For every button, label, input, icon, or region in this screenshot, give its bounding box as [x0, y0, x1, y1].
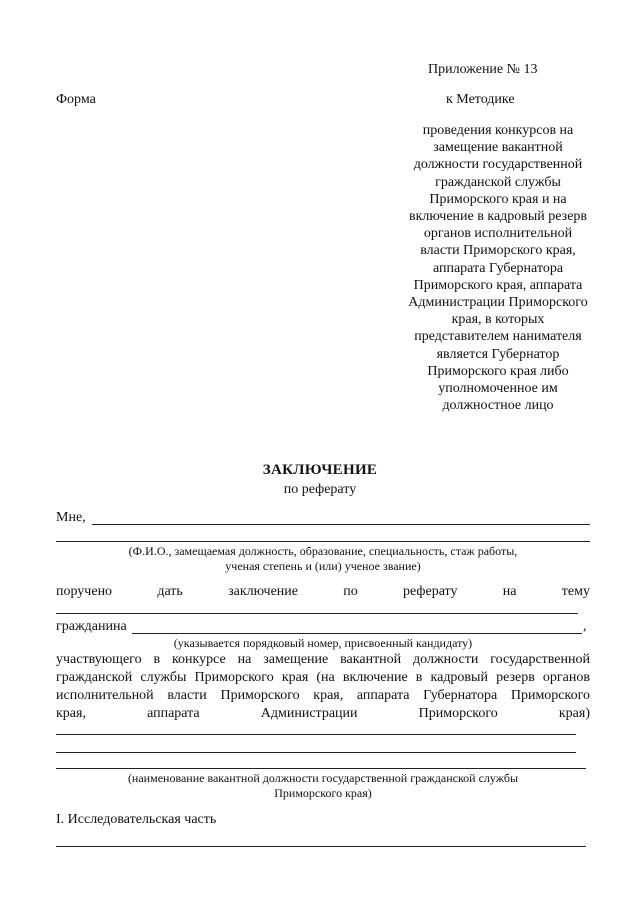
topic-input-line[interactable] [56, 613, 578, 614]
position-input-line[interactable] [56, 734, 576, 735]
method-line: представителем нанимателя [414, 329, 582, 345]
appendix-number: Приложение № 13 [428, 62, 538, 77]
method-line: должностное лицо [442, 398, 554, 414]
participant-last-line [56, 706, 590, 722]
citizen-label: гражданина [56, 619, 127, 634]
participant-word: Администрации [260, 706, 358, 721]
assigned-line [56, 584, 590, 600]
method-line: органов исполнительной [423, 226, 573, 242]
method-line: проведения конкурсов на [422, 123, 574, 138]
method-line: замещение вакантной [433, 140, 563, 156]
assigned-word: поручено [56, 584, 113, 599]
fio-caption-line: ученая степень и (или) ученое звание) [225, 559, 421, 573]
assigned-word: по [343, 584, 358, 599]
citizen-caption: (указывается порядковый номер, присвоенный кандидату) [173, 636, 473, 650]
method-line: должности государственной [413, 157, 583, 173]
me-input-line[interactable] [92, 524, 590, 525]
fio-caption [56, 544, 590, 574]
assigned-word: на [502, 584, 517, 599]
position-caption [56, 771, 590, 801]
section-research-heading: I. Исследовательская часть [56, 812, 217, 827]
position-input-line[interactable] [56, 752, 576, 753]
position-caption-line: Приморского края) [274, 786, 372, 800]
position-input-line[interactable] [56, 768, 586, 769]
me-label: Мне, [56, 510, 86, 525]
method-line: уполномоченное им [438, 381, 558, 397]
position-caption-line: (наименование вакантной должности государственной гражданской службы [127, 771, 519, 785]
method-line: аппарата Губернатора [432, 260, 564, 276]
method-line: Приморского края, аппарата [413, 277, 583, 293]
assigned-word: тему [561, 584, 590, 599]
participant-word: края, [56, 706, 86, 721]
method-description [380, 122, 616, 414]
form-label: Форма [56, 92, 96, 107]
method-line: включение в кадровый резерв [408, 209, 588, 225]
document-title: ЗАКЛЮЧЕНИЕ [262, 462, 378, 478]
method-line: Администрации Приморского [408, 295, 588, 311]
method-line: власти Приморского края, [420, 243, 576, 259]
method-line: Приморского края либо [427, 363, 569, 379]
citizen-input-line[interactable] [132, 633, 582, 634]
participant-text-line: исполнительной власти Приморского края, аппарата Губернатора Приморского [56, 688, 590, 703]
assigned-word: заключение [228, 584, 298, 599]
research-input-line[interactable] [56, 846, 586, 847]
method-line: края, в которых [451, 312, 545, 328]
citizen-comma: , [583, 619, 587, 634]
assigned-word: реферату [403, 584, 458, 599]
participant-text-line: участвующего в конкурсе на замещение вакантной должности государственной [56, 652, 590, 667]
participant-word: аппарата [147, 706, 200, 721]
to-method-label: к Методике [446, 92, 515, 107]
method-line: гражданской службы [435, 174, 561, 190]
document-subtitle: по реферату [283, 482, 357, 497]
assigned-word: дать [157, 584, 183, 599]
participant-text-line: гражданской службы Приморского края (на включение в кадровый резерв органов [56, 670, 590, 685]
method-line: является Губернатор [436, 346, 560, 362]
fio-input-line[interactable] [56, 541, 590, 542]
participant-word: края) [558, 706, 590, 721]
method-line: Приморского края и на [429, 191, 567, 207]
fio-caption-line: (Ф.И.О., замещаемая должность, образование, специальность, стаж работы, [128, 544, 518, 558]
participant-word: Приморского [418, 706, 498, 721]
